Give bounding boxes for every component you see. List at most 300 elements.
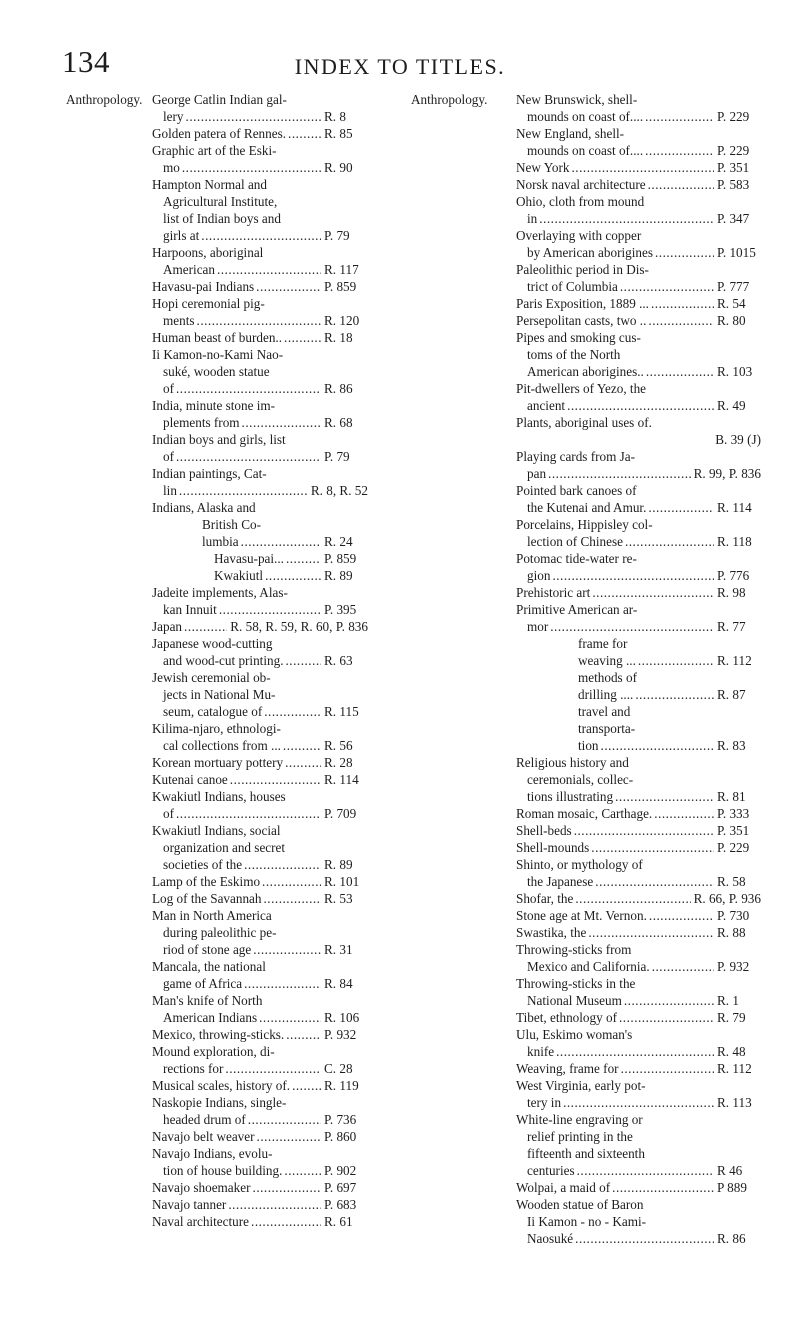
dot-leader <box>648 176 714 193</box>
entry-title-line: tions illustrating <box>527 789 614 804</box>
dot-leader <box>556 1043 714 1060</box>
index-entry <box>152 584 368 618</box>
entry-title-line: ceremonials, collec- <box>527 772 634 787</box>
index-entry <box>516 193 761 227</box>
index-entry <box>152 1026 368 1043</box>
entry-title-line: Navajo shoemaker <box>152 1180 251 1195</box>
entry-title-line: Mancala, the national <box>152 959 266 974</box>
entry-title-line: Golden patera of Rennes. <box>152 126 287 141</box>
entry-reference: P. 860 <box>324 1129 357 1144</box>
entry-reference: R. 63 <box>324 653 353 668</box>
entry-reference: P 889 <box>717 1180 747 1195</box>
dot-leader <box>176 380 321 397</box>
dot-leader <box>219 601 321 618</box>
index-entry <box>516 601 761 635</box>
entry-title-line: Navajo tanner <box>152 1197 227 1212</box>
entry-reference: R. 8, R. 52 <box>310 483 368 498</box>
dot-leader <box>182 159 321 176</box>
entry-title-line: by American aborigines <box>527 245 653 260</box>
index-entry <box>152 890 368 907</box>
entry-title-line: plements from <box>163 415 240 430</box>
entry-title-line: Ohio, cloth from mound <box>516 194 645 209</box>
entry-title-line: Agricultural Institute, <box>163 194 278 209</box>
entry-reference: R. 118 <box>717 534 752 549</box>
entry-title-line: Wolpai, a maid of <box>516 1180 611 1195</box>
index-entry <box>152 329 368 346</box>
entry-title-line: Naval architecture <box>152 1214 250 1229</box>
index-entry <box>516 125 761 159</box>
entry-reference: R. 53 <box>324 891 353 906</box>
entry-reference: C. 28 <box>324 1061 353 1076</box>
entry-title-line: suké, wooden statue <box>163 364 270 379</box>
entry-title-line: Kwakiutl <box>214 568 264 583</box>
index-entry <box>516 91 761 125</box>
index-entry <box>152 125 368 142</box>
entry-reference: P. 902 <box>324 1163 357 1178</box>
index-entry <box>516 516 761 550</box>
index-entry <box>516 1060 761 1077</box>
index-entry <box>516 839 761 856</box>
entry-title-line: National Museum <box>527 993 622 1008</box>
entry-reference: R. 58 <box>717 874 746 889</box>
entry-title-line: tery in <box>527 1095 562 1110</box>
index-entry <box>152 1094 368 1128</box>
dot-leader <box>655 244 714 261</box>
dot-leader <box>615 788 714 805</box>
entry-reference: P. 777 <box>717 279 750 294</box>
entry-title-line: Navajo belt weaver <box>152 1129 255 1144</box>
entry-reference: R. 31 <box>324 942 353 957</box>
entry-title-line: American aborigines.. <box>527 364 644 379</box>
entry-title-line: White-line engraving or <box>516 1112 643 1127</box>
entry-title-line: West Virginia, early pot- <box>516 1078 646 1093</box>
dot-leader <box>572 159 715 176</box>
dot-leader <box>264 890 322 907</box>
entry-title-line: of <box>163 381 174 396</box>
index-entry <box>152 91 368 125</box>
entry-title-line: ancient <box>527 398 566 413</box>
entry-reference: R. 117 <box>324 262 359 277</box>
index-entry <box>516 907 761 924</box>
entry-title-line: during paleolithic pe- <box>163 925 277 940</box>
entry-title-line: in <box>527 211 538 226</box>
index-entry <box>516 227 761 261</box>
entry-reference: R. 120 <box>324 313 360 328</box>
entry-title-line: Wooden statue of Baron <box>516 1197 644 1212</box>
entry-title-line: seum, catalogue of <box>163 704 263 719</box>
index-entry <box>152 295 368 329</box>
dot-leader <box>253 1179 321 1196</box>
right-entries-list <box>516 91 761 1247</box>
entry-title-line: Kilima-njaro, ethnologi- <box>152 721 281 736</box>
entry-title-line: New Brunswick, shell- <box>516 92 638 107</box>
entry-reference: R. 54 <box>717 296 746 311</box>
entry-reference: R. 101 <box>324 874 360 889</box>
entry-title-line: Prehistoric art <box>516 585 591 600</box>
entry-reference: R. 1 <box>717 993 739 1008</box>
entry-title-line: headed drum of <box>163 1112 246 1127</box>
entry-reference: R. 68 <box>324 415 353 430</box>
entry-reference: R 46 <box>717 1163 743 1178</box>
index-entry <box>516 805 761 822</box>
dot-leader <box>574 822 714 839</box>
entry-title-line: of <box>163 806 174 821</box>
index-entry <box>152 1077 368 1094</box>
entry-reference: R. 48 <box>717 1044 746 1059</box>
entry-reference: P. 229 <box>717 143 750 158</box>
dot-leader <box>624 992 714 1009</box>
index-entry <box>152 1043 368 1077</box>
entry-title-line: Norsk naval architecture <box>516 177 646 192</box>
dot-leader <box>550 618 714 635</box>
index-entry <box>152 669 368 720</box>
index-entry <box>516 380 761 414</box>
entry-reference: R. 112 <box>717 653 752 668</box>
entry-reference: R. 106 <box>324 1010 360 1025</box>
dot-leader <box>256 278 321 295</box>
entry-title-line: Porcelains, Hippisley col- <box>516 517 653 532</box>
index-entry <box>152 720 368 754</box>
dot-leader <box>612 1179 714 1196</box>
dot-leader <box>242 414 321 431</box>
entry-reference: R. 8 <box>324 109 346 124</box>
dot-leader <box>259 1009 321 1026</box>
entry-title-line: Throwing-sticks from <box>516 942 632 957</box>
dot-leader <box>288 125 321 142</box>
index-entry <box>152 754 368 771</box>
entry-reference: R. 85 <box>324 126 353 141</box>
entry-title-line: George Catlin Indian gal- <box>152 92 287 107</box>
entry-title-line: Naskopie Indians, single- <box>152 1095 287 1110</box>
entry-reference: P. 730 <box>717 908 750 923</box>
dot-leader <box>283 737 321 754</box>
entry-title-line: mounds on coast of.... <box>527 109 644 124</box>
index-entry <box>516 176 761 193</box>
index-entry <box>152 822 368 873</box>
entry-title-line: Havasu-pai... <box>214 551 284 566</box>
entry-title-line: Tibet, ethnology of <box>516 1010 617 1025</box>
entry-title-line: centuries <box>527 1163 575 1178</box>
index-entry <box>152 397 368 431</box>
dot-leader <box>591 839 714 856</box>
entry-title-line: lin <box>163 483 177 498</box>
dot-leader <box>645 142 714 159</box>
entry-title-line: Shinto, or mythology of <box>516 857 643 872</box>
entry-reference: P. 351 <box>717 160 750 175</box>
entry-title-line: the Japanese <box>527 874 594 889</box>
entry-title-line: Pipes and smoking cus- <box>516 330 641 345</box>
index-entry <box>516 1026 761 1060</box>
entry-title-line: Japan <box>152 619 183 634</box>
entry-title-line: Naosuké <box>527 1231 574 1246</box>
entry-reference: R. 89 <box>324 568 353 583</box>
dot-leader <box>548 465 691 482</box>
entry-title-line: Log of the Savannah <box>152 891 262 906</box>
entry-title-line: British Co- <box>202 517 261 532</box>
index-entry <box>152 992 368 1026</box>
dot-leader <box>244 975 321 992</box>
column-subject-label: Anthropology. <box>66 92 143 107</box>
entry-reference: R. 114 <box>717 500 752 515</box>
entry-title-line: knife <box>527 1044 555 1059</box>
entry-title-line: Ii Kamon - no - Kami- <box>527 1214 647 1229</box>
index-entry <box>152 873 368 890</box>
entry-reference: P. 79 <box>324 228 350 243</box>
entry-title-line: Paleolithic period in Dis- <box>516 262 649 277</box>
dot-leader <box>197 312 321 329</box>
index-entry <box>516 550 761 584</box>
entry-title-line: rections for <box>163 1061 224 1076</box>
entry-title-line: drilling .... <box>578 687 634 702</box>
entry-title-line: gion <box>527 568 551 583</box>
dot-leader <box>649 907 714 924</box>
entry-title-line: Mexico, throwing-sticks. <box>152 1027 285 1042</box>
dot-leader <box>217 261 321 278</box>
entry-reference: R. 84 <box>324 976 353 991</box>
entry-reference: P. 347 <box>717 211 750 226</box>
entry-title-line: Musical scales, history of. <box>152 1078 291 1093</box>
entry-title-line: lery <box>163 109 184 124</box>
entry-reference: R. 87 <box>717 687 746 702</box>
index-entry <box>152 618 368 635</box>
entry-title-line: fifteenth and sixteenth <box>527 1146 645 1161</box>
entry-reference: R. 81 <box>717 789 746 804</box>
index-entry <box>152 567 368 584</box>
index-entry <box>152 635 368 669</box>
page-number: 134 <box>62 44 110 79</box>
left-entries-list <box>152 91 368 1230</box>
entry-title-line: Mound exploration, di- <box>152 1044 275 1059</box>
entry-title-line: Man's knife of North <box>152 993 263 1008</box>
entry-title-line: New England, shell- <box>516 126 625 141</box>
entry-reference: P. 859 <box>324 551 357 566</box>
entry-reference: R. 113 <box>717 1095 752 1110</box>
index-entry <box>152 1196 368 1213</box>
index-entry <box>516 669 761 703</box>
index-entry <box>516 312 761 329</box>
entry-title-line: Roman mosaic, Carthage. <box>516 806 653 821</box>
dot-leader <box>575 890 690 907</box>
dot-leader <box>262 873 321 890</box>
entry-title-line: Playing cards from Ja- <box>516 449 636 464</box>
entry-title-line: tion of house building. <box>163 1163 283 1178</box>
index-entry <box>516 329 761 380</box>
entry-title-line: Pointed bark canoes of <box>516 483 637 498</box>
dot-leader <box>654 805 714 822</box>
index-entry <box>152 1213 368 1230</box>
entry-title-line: New York <box>516 160 570 175</box>
entry-title-line: India, minute stone im- <box>152 398 276 413</box>
index-entry <box>152 1128 368 1145</box>
entry-title-line: Man in North America <box>152 908 272 923</box>
dot-leader <box>230 771 321 788</box>
dot-leader <box>251 1213 321 1230</box>
index-entry <box>516 482 761 516</box>
dot-leader <box>201 227 321 244</box>
entry-reference: R. 98 <box>717 585 746 600</box>
index-entry <box>516 754 761 805</box>
dot-leader <box>539 210 714 227</box>
entry-title-line: Kwakiutl Indians, social <box>152 823 281 838</box>
dot-leader <box>601 737 714 754</box>
entry-title-line: Throwing-sticks in the <box>516 976 636 991</box>
index-entry <box>152 465 368 499</box>
entry-title-line: the Kutenai and Amur. <box>527 500 647 515</box>
entry-reference: P. 697 <box>324 1180 357 1195</box>
entry-reference: R. 119 <box>324 1078 359 1093</box>
entry-title-line: ments <box>163 313 195 328</box>
entry-title-line: Swastika, the <box>516 925 587 940</box>
dot-leader <box>228 1196 321 1213</box>
index-entry <box>152 431 368 465</box>
dot-leader <box>186 108 321 125</box>
entry-reference: P. 229 <box>717 840 750 855</box>
entry-title-line: Persepolitan casts, two .. <box>516 313 647 328</box>
entry-title-line: Japanese wood-cutting <box>152 636 273 651</box>
entry-title-line: Indian boys and girls, list <box>152 432 286 447</box>
entry-title-line: organization and secret <box>163 840 286 855</box>
entry-reference: R. 86 <box>717 1231 746 1246</box>
dot-leader <box>184 618 227 635</box>
entry-title-line: American <box>163 262 215 277</box>
dot-leader <box>241 533 321 550</box>
entry-reference: P. 333 <box>717 806 750 821</box>
entry-title-line: mor <box>527 619 549 634</box>
index-entry <box>516 584 761 601</box>
dot-leader <box>244 856 321 873</box>
entry-reference: R. 49 <box>717 398 746 413</box>
dot-leader <box>595 873 714 890</box>
entry-title-line: Harpoons, aboriginal <box>152 245 264 260</box>
index-entry <box>516 890 761 907</box>
entry-title-line: Paris Exposition, 1889 ... <box>516 296 649 311</box>
entry-title-line: tion <box>578 738 599 753</box>
entry-title-line: mounds on coast of.... <box>527 143 644 158</box>
running-title: INDEX TO TITLES. <box>294 54 506 79</box>
dot-leader <box>286 550 321 567</box>
dot-leader <box>253 941 321 958</box>
entry-title-line: Jewish ceremonial ob- <box>152 670 271 685</box>
entry-reference: P. 583 <box>717 177 750 192</box>
entry-title-line: Indians, Alaska and <box>152 500 256 515</box>
entry-title-line: Ulu, Eskimo woman's <box>516 1027 633 1042</box>
index-entry <box>516 822 761 839</box>
entry-title-line: and wood-cut printing. <box>163 653 284 668</box>
dot-leader <box>619 1009 714 1026</box>
entry-reference: P. 229 <box>717 109 750 124</box>
index-entry <box>152 771 368 788</box>
entry-title-line: girls at <box>163 228 200 243</box>
entry-reference: R. 90 <box>324 160 353 175</box>
entry-title-line: Mexico and California. <box>527 959 650 974</box>
dot-leader <box>577 1162 714 1179</box>
entry-title-line: cal collections from ... <box>163 738 281 753</box>
entry-title-line: transporta- <box>578 721 636 736</box>
entry-title-line: Plants, aboriginal uses of. <box>516 415 652 430</box>
dot-leader <box>552 567 714 584</box>
dot-leader <box>286 1026 321 1043</box>
entry-reference: P. 709 <box>324 806 357 821</box>
entry-title-line: mo <box>163 160 180 175</box>
entry-title-line: trict of Columbia <box>527 279 618 294</box>
entry-title-line: lumbia <box>202 534 239 549</box>
index-entry <box>516 856 761 890</box>
dot-leader <box>625 533 714 550</box>
entry-title-line: relief printing in the <box>527 1129 633 1144</box>
entry-reference: R. 28 <box>324 755 353 770</box>
entry-reference: R. 80 <box>717 313 746 328</box>
entry-reference: P. 932 <box>717 959 750 974</box>
entry-title-line: societies of the <box>163 857 243 872</box>
entry-reference: R. 86 <box>324 381 353 396</box>
entry-title-line: Shofar, the <box>516 891 574 906</box>
entry-title-line: Human beast of burden.. <box>152 330 283 345</box>
index-entry <box>152 1179 368 1196</box>
entry-title-line: Shell-mounds <box>516 840 590 855</box>
index-entry <box>516 1111 761 1179</box>
dot-leader <box>648 499 714 516</box>
entry-title-line: weaving ... <box>578 653 636 668</box>
entry-title-line: Overlaying with copper <box>516 228 642 243</box>
index-entry <box>152 550 368 567</box>
dot-leader <box>257 1128 321 1145</box>
entry-title-line: pan <box>527 466 547 481</box>
entry-reference: P. 683 <box>324 1197 357 1212</box>
entry-title-line: Shell-beds <box>516 823 572 838</box>
dot-leader <box>651 295 714 312</box>
dot-leader <box>225 1060 321 1077</box>
dot-leader <box>592 584 714 601</box>
dot-leader <box>645 108 714 125</box>
entry-title-line: Religious history and <box>516 755 629 770</box>
index-entry <box>516 295 761 312</box>
index-entry <box>516 941 761 975</box>
entry-reference: P. 736 <box>324 1112 357 1127</box>
dot-leader <box>567 397 714 414</box>
index-entry <box>516 635 761 669</box>
entry-title-line: Hampton Normal and <box>152 177 267 192</box>
dot-leader <box>635 686 714 703</box>
entry-title-line: lection of Chinese <box>527 534 623 549</box>
entry-title-line: jects in National Mu- <box>163 687 276 702</box>
dot-leader <box>292 1077 321 1094</box>
entry-title-line: toms of the North <box>527 347 621 362</box>
entry-title-line: Kutenai canoe <box>152 772 228 787</box>
entry-reference: R. 61 <box>324 1214 353 1229</box>
entry-reference: R. 83 <box>717 738 746 753</box>
dot-leader <box>284 1162 321 1179</box>
entry-reference: B. 39 (J) <box>715 432 761 447</box>
index-entry <box>516 1196 761 1247</box>
index-entry <box>516 1009 761 1026</box>
entry-reference: P. 351 <box>717 823 750 838</box>
entry-title-line: Korean mortuary pottery <box>152 755 284 770</box>
entry-title-line: riod of stone age <box>163 942 252 957</box>
entry-title-line: Kwakiutl Indians, houses <box>152 789 286 804</box>
entry-reference: P. 932 <box>324 1027 357 1042</box>
entry-reference: P. 79 <box>324 449 350 464</box>
entry-reference: R. 56 <box>324 738 353 753</box>
index-entry <box>516 703 761 754</box>
index-entry <box>516 1179 761 1196</box>
entry-reference: R. 112 <box>717 1061 752 1076</box>
entry-title-line: Lamp of the Eskimo <box>152 874 261 889</box>
entry-title-line: list of Indian boys and <box>163 211 281 226</box>
index-entry <box>152 499 368 550</box>
entry-title-line: Weaving, frame for <box>516 1061 619 1076</box>
entry-reference: R. 24 <box>324 534 353 549</box>
index-entry <box>516 924 761 941</box>
